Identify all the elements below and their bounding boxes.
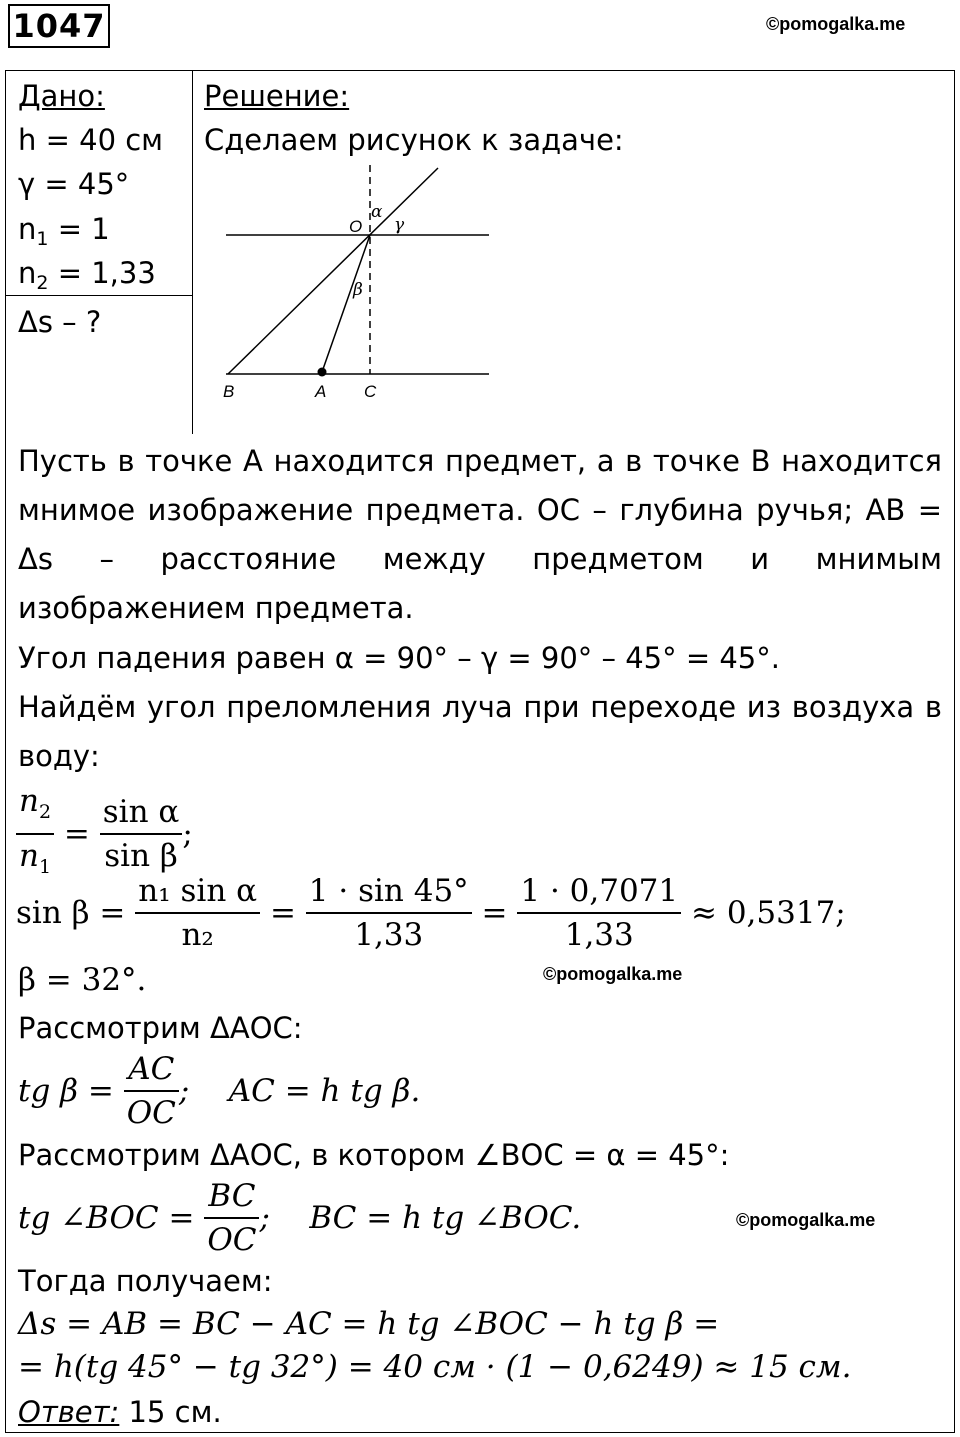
label-beta: β [353,280,363,300]
label-alpha: α [371,202,383,222]
paragraph-setup: Пусть в точке А находится предмет, а в точке В находится мнимое изображение предмета. ОС – глубина ручья; АВ = Δs – расстояние между предметом и мнимым изображением предмета. [18,444,942,625]
formula-snell-ratio: $\frac{n_2}{n_1}$ = $\frac{\text{sin α}}{\text{sin β}}$ ; [16,780,193,888]
given-h: h = 40 см [18,123,164,157]
given-n2 [18,251,156,305]
frac-ac-oc: $\frac{AC}{OC}$ [124,1048,179,1134]
given-n1-value: = 1 [48,212,110,246]
consider-triangle-aoc: Рассмотрим ΔАОС: [18,1011,303,1045]
virtual-ray-line [228,168,438,374]
frac-sin-ratio: $\frac{\text{sin α}}{\text{sin β}}$ [100,791,183,877]
watermark-bottom: ©pomogalka.me [736,1210,876,1230]
frac-n-ratio: $\frac{n_2}{n_1}$ [16,780,54,888]
given-heading: Дано: [18,79,105,113]
given-gamma: γ = 45° [18,167,130,201]
answer-value: 15 см. [119,1395,222,1429]
paragraph-refraction: Найдём угол преломления луча при переходе из воздуха в воду: [18,690,942,773]
label-b: B [223,382,235,401]
answer-label: Ответ: [18,1395,120,1429]
given-n1-label: n [18,212,37,246]
formula-tg-beta: tg β = $\frac{AC}{OC}$ ; AC = h tg β. [18,1048,420,1134]
formula-delta-s-result: = h(tg 45° − tg 32°) = 40 см · (1 − 0,6249) ≈ 15 см. [18,1349,852,1385]
formula-beta-value: β = 32°. [18,962,147,998]
consider-triangle-boc: Рассмотрим ΔАОС, в котором ∠ВОС = α = 45°: [18,1138,730,1172]
frac-sin-beta-1: $\frac{\text{n₁ sin α}}{\text{n₂}}$ [135,870,260,956]
refraction-figure [215,160,505,410]
solution-heading: Решение: [204,79,350,113]
given-n2-label: n [18,256,37,290]
refracted-ray-line [322,235,370,372]
then-we-get: Тогда получаем: [18,1264,273,1298]
label-gamma: γ [394,215,405,235]
incidence-angle-line: Угол падения равен α = 90° – γ = 90° – 45° = 45°. [18,641,780,675]
given-n2-sub: 2 [36,272,49,294]
watermark-middle: ©pomogalka.me [543,964,683,984]
answer-line [18,1388,222,1437]
label-o: O [349,217,363,236]
problem-number: 1047 [8,4,110,48]
frac-bc-oc: $\frac{BC}{OC}$ [204,1175,259,1261]
object-point-a [318,368,327,377]
frac-sin-beta-2: $\frac{1 \cdot \sin 45^\circ}{1,33}$ [306,870,472,956]
formula-sin-beta: sin β = $\frac{\text{n₁ sin α}}{\text{n₂}}$ = $\frac{1 \cdot \sin 45^\circ}{1,33}$ = $\frac{1 \cdot 0,7071}{1,33}$ ≈ 0,5317; [16,870,846,956]
given-divider-vertical [192,70,193,434]
frac-sin-beta-3: $\frac{1 \cdot 0,7071}{1,33}$ [517,870,681,956]
label-a: A [315,382,327,401]
given-find: Δs – ? [18,305,102,339]
given-n1-sub: 1 [36,228,49,250]
formula-tg-boc: tg ∠BOC = $\frac{BC}{OC}$ ; BC = h tg ∠BOC. [18,1175,581,1261]
solution-intro: Сделаем рисунок к задаче: [204,123,624,157]
label-c: C [364,382,377,401]
watermark-top: ©pomogalka.me [766,14,906,34]
given-n2-value: = 1,33 [48,256,156,290]
formula-delta-s: Δs = AB = BC − AC = h tg ∠BOC − h tg β = [18,1306,720,1342]
